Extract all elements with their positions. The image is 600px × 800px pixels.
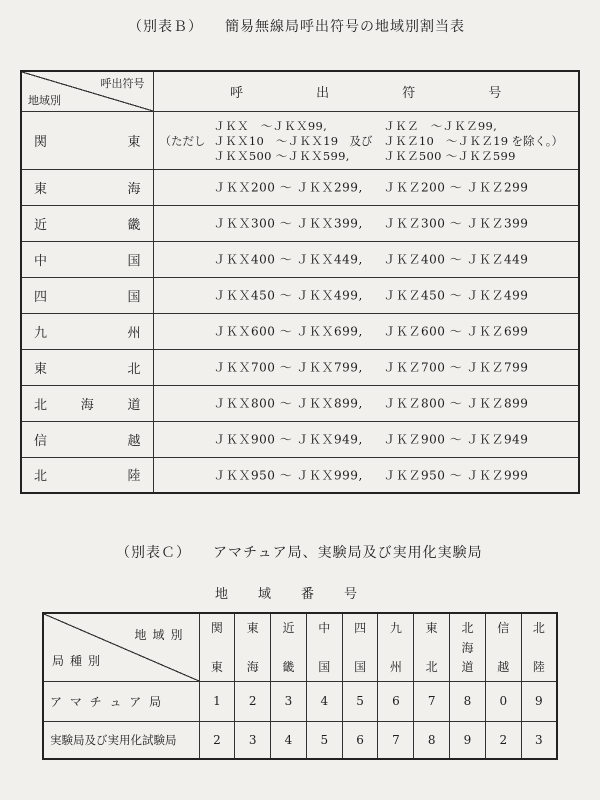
table-c-title	[116, 542, 483, 562]
area-number: 7	[378, 721, 414, 759]
callsign-range-cell	[153, 349, 579, 385]
region-char: 信	[497, 621, 510, 636]
region-char: 道	[127, 397, 141, 413]
region-char: 東	[425, 621, 438, 636]
region-char: 畿	[127, 217, 141, 233]
area-number-heading	[215, 583, 357, 602]
kanto-range-x: ＪＫＸ500 ～ＪＫＸ599,	[213, 148, 350, 163]
table-b-title	[128, 16, 465, 36]
region-char: 東	[127, 134, 141, 150]
region-char: 越	[127, 433, 141, 449]
callsign-range-cell	[153, 457, 579, 493]
region-cell	[21, 111, 153, 169]
region-char: 道	[461, 660, 474, 675]
area-number: 8	[450, 681, 486, 721]
table-row	[21, 169, 579, 205]
region-cell	[21, 313, 153, 349]
callsign-range-cell	[153, 205, 579, 241]
region-header	[199, 613, 235, 681]
region-cell	[21, 205, 153, 241]
region-char: 九	[389, 621, 402, 636]
region-char: 近	[34, 217, 48, 233]
area-number: 5	[306, 721, 342, 759]
table-b-corner-cell	[21, 71, 153, 111]
area-number: 2	[485, 721, 521, 759]
range-x: ＪＫＸ950 ～ ＪＫＸ999,	[213, 468, 363, 483]
table-row	[21, 457, 579, 493]
region-header	[235, 613, 271, 681]
area-number: 1	[199, 681, 235, 721]
table-c-label: （別表Ｃ）	[116, 545, 191, 561]
table-row	[21, 241, 579, 277]
region-char: 国	[127, 253, 141, 269]
region-char: 州	[127, 325, 141, 341]
subheader-char: 番	[301, 587, 315, 602]
table-row	[21, 349, 579, 385]
region-char: 東	[34, 361, 48, 377]
range-x: ＪＫＸ400 ～ ＪＫＸ449,	[213, 252, 363, 267]
region-cell	[21, 169, 153, 205]
region-char: 近	[282, 621, 295, 636]
range-z: ＪＫＺ450 ～ ＪＫＺ499	[383, 288, 529, 303]
area-number: 4	[271, 721, 307, 759]
station-type: 実験局及び実用化試験局	[43, 721, 199, 759]
range-z: ＪＫＺ300 ～ ＪＫＺ399	[383, 216, 529, 231]
region-char: 北	[532, 621, 545, 636]
table-row-experimental	[43, 721, 557, 759]
region-char: 州	[389, 660, 402, 675]
area-number: 5	[342, 681, 378, 721]
area-number: 3	[521, 721, 557, 759]
region-char: 北	[34, 469, 48, 485]
table-c-header-row	[43, 613, 557, 681]
range-z: ＪＫＺ400 ～ ＪＫＺ449	[383, 252, 529, 267]
callsign-range-cell	[153, 277, 579, 313]
area-number: 2	[199, 721, 235, 759]
region-char: 海	[246, 660, 259, 675]
region-char: 陸	[127, 469, 141, 485]
region-char: 畿	[282, 660, 295, 675]
region-cell	[21, 241, 153, 277]
area-number: 3	[271, 681, 307, 721]
region-char: 陸	[532, 660, 545, 675]
table-c-corner-cell	[43, 613, 199, 681]
callsign-range-cell	[153, 169, 579, 205]
area-number: 7	[414, 681, 450, 721]
region-char: 国	[354, 660, 367, 675]
range-z: ＪＫＺ200 ～ ＪＫＺ299	[383, 180, 529, 195]
range-z: ＪＫＺ600 ～ ＪＫＺ699	[383, 324, 529, 339]
table-b-label: （別表Ｂ）	[128, 19, 203, 35]
region-header	[342, 613, 378, 681]
region-char: 四	[34, 289, 48, 305]
header-callsign	[153, 71, 579, 111]
range-z: ＪＫＺ800 ～ ＪＫＺ899	[383, 396, 529, 411]
callsign-range-cell	[153, 241, 579, 277]
region-cell	[21, 385, 153, 421]
region-cell	[21, 421, 153, 457]
region-header	[521, 613, 557, 681]
header-region: 地域別	[134, 628, 189, 642]
area-number: 4	[306, 681, 342, 721]
table-row	[21, 205, 579, 241]
region-char: 海	[127, 181, 141, 197]
header-callsign-col: 呼出符号	[100, 77, 145, 90]
area-number: 2	[235, 681, 271, 721]
region-char: 関	[210, 621, 223, 636]
area-number: 9	[450, 721, 486, 759]
area-number: 0	[485, 681, 521, 721]
header-region: 地域別	[28, 93, 61, 107]
region-header	[485, 613, 521, 681]
table-b-header-row	[21, 71, 579, 111]
region-char: 国	[127, 289, 141, 305]
table-row	[21, 421, 579, 457]
region-char: 中	[318, 621, 331, 636]
region-cell	[21, 277, 153, 313]
header-callsign-char: 呼	[230, 85, 244, 101]
header-callsign-char: 符	[402, 85, 416, 101]
subheader-char: 地	[215, 587, 229, 602]
range-x: ＪＫＸ300 ～ ＪＫＸ399,	[213, 216, 363, 231]
callsign-range-cell	[153, 385, 579, 421]
callsign-range-cell	[153, 111, 579, 169]
region-char: 東	[246, 621, 259, 636]
header-callsign-char: 号	[488, 85, 502, 101]
table-b-heading: 簡易無線局呼出符号の地域別割当表	[225, 19, 465, 35]
range-x: ＪＫＸ600 ～ ＪＫＸ699,	[213, 324, 363, 339]
region-char: 九	[34, 325, 48, 341]
region-char: 海	[80, 397, 94, 413]
region-header	[271, 613, 307, 681]
header-type: 局種別	[52, 653, 107, 668]
table-c-heading: アマチュア局、実験局及び実用化実験局	[213, 545, 483, 561]
table-b	[20, 70, 580, 494]
area-number: 8	[414, 721, 450, 759]
region-header	[378, 613, 414, 681]
region-char: 関	[34, 134, 48, 150]
table-row-amateur	[43, 681, 557, 721]
range-x: ＪＫＸ700 ～ ＪＫＸ799,	[213, 360, 363, 375]
table-row-kanto	[21, 111, 579, 169]
kanto-note-close: を除く。）	[511, 133, 564, 148]
region-header	[450, 613, 486, 681]
region-char: 東	[210, 660, 223, 675]
region-char: 信	[34, 433, 48, 449]
region-header	[306, 613, 342, 681]
kanto-note-and: 及び	[349, 133, 373, 148]
range-z: ＪＫＺ900 ～ ＪＫＺ949	[383, 432, 529, 447]
area-number: 6	[342, 721, 378, 759]
area-number: 3	[235, 721, 271, 759]
kanto-range-z: ＪＫＺ500 ～ＪＫＺ599	[383, 148, 516, 163]
range-x: ＪＫＸ450 ～ ＪＫＸ499,	[213, 288, 363, 303]
area-number: 9	[521, 681, 557, 721]
range-z: ＪＫＺ700 ～ ＪＫＺ799	[383, 360, 529, 375]
region-cell	[21, 457, 153, 493]
kanto-range-x: ＪＫＸ10 ～ＪＫＸ19	[213, 133, 339, 148]
region-char: 東	[34, 181, 48, 197]
region-header	[414, 613, 450, 681]
region-char: 北	[127, 361, 141, 377]
station-type: ア マ チ ュ ア 局	[43, 681, 199, 721]
range-x: ＪＫＸ900 ～ ＪＫＸ949,	[213, 432, 363, 447]
region-cell	[21, 349, 153, 385]
kanto-range-x: ＪＫＸ ～ＪＫＸ99,	[213, 118, 328, 133]
kanto-range-z: ＪＫＺ10 ～ＪＫＺ19	[383, 133, 509, 148]
region-char: 北	[461, 621, 474, 636]
region-char: 越	[497, 660, 510, 675]
range-x: ＪＫＸ800 ～ ＪＫＸ899,	[213, 396, 363, 411]
kanto-range-z: ＪＫＺ ～ＪＫＺ99,	[383, 118, 498, 133]
region-char: 海	[461, 640, 474, 655]
region-char: 北	[34, 397, 48, 413]
header-callsign-char: 出	[316, 85, 330, 101]
subheader-char: 域	[258, 587, 272, 602]
callsign-range-cell	[153, 313, 579, 349]
region-char: 国	[318, 660, 331, 675]
table-row	[21, 277, 579, 313]
range-x: ＪＫＸ200 ～ ＪＫＸ299,	[213, 180, 363, 195]
region-char: 四	[354, 621, 367, 636]
table-c	[42, 612, 558, 760]
callsign-range-cell	[153, 421, 579, 457]
kanto-note-open: （ただし	[159, 133, 206, 148]
subheader-char: 号	[344, 587, 358, 602]
range-z: ＪＫＺ950 ～ ＪＫＺ999	[383, 468, 529, 483]
area-number: 6	[378, 681, 414, 721]
table-row	[21, 313, 579, 349]
region-char: 北	[425, 660, 438, 675]
region-char: 中	[34, 253, 48, 269]
table-row	[21, 385, 579, 421]
